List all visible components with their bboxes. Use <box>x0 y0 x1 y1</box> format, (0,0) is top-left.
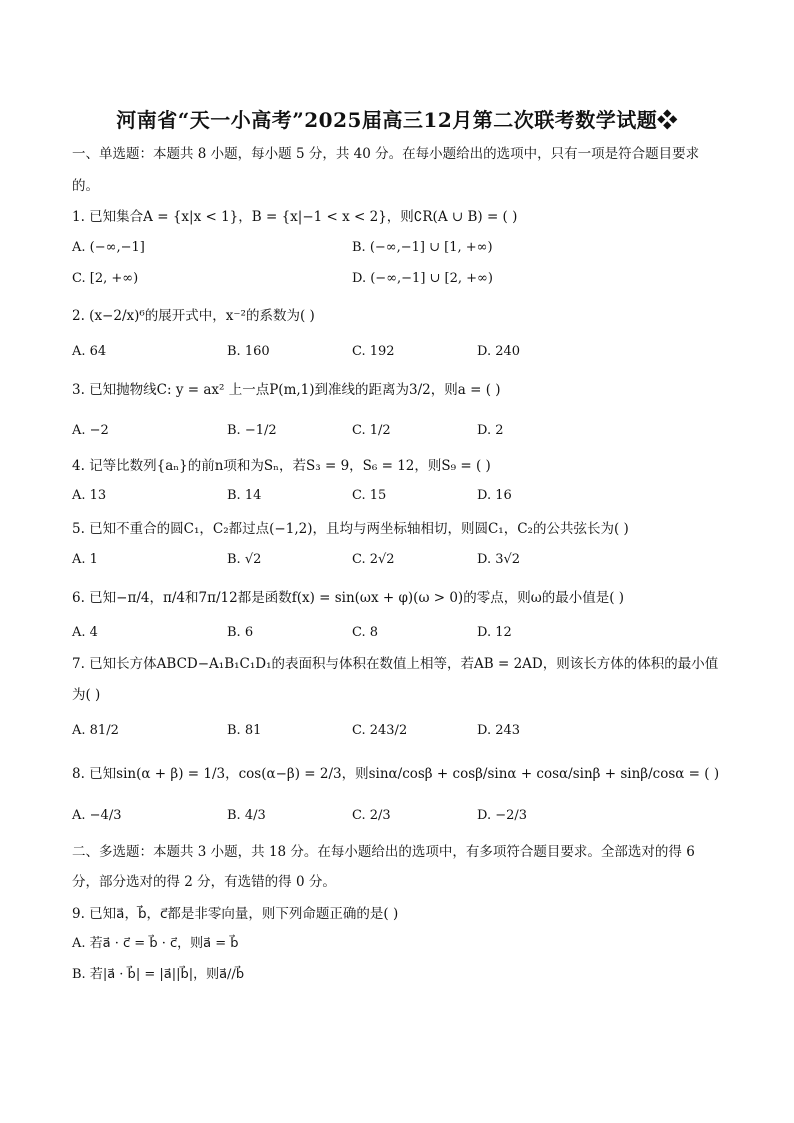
question-7-option-d: D. 243 <box>477 723 521 738</box>
section1-heading: 一、单选题：本题共 8 小题，每小题 5 分，共 40 分。在每小题给出的选项中，只有一项是符合题目要求 <box>72 146 700 162</box>
question-4-option-b: B. 14 <box>227 488 262 503</box>
question-2-option-d: D. 240 <box>477 344 521 359</box>
question-7-option-a: A. 81/2 <box>72 723 119 738</box>
question-8-option-c: C. 2/3 <box>352 808 391 823</box>
question-7-stem-cont: 为( ) <box>72 687 101 703</box>
question-5-option-b: B. √2 <box>227 552 262 567</box>
question-3-option-b: B. −1/2 <box>227 423 277 438</box>
question-6-option-c: C. 8 <box>352 625 379 640</box>
question-5-stem: 5. 已知不重合的圆C₁，C₂都过点(−1,2)，且均与两坐标轴相切，则圆C₁，C₂的公共弦长为( ) <box>72 521 629 537</box>
section1-heading-cont: 的。 <box>72 178 99 194</box>
section2-heading: 二、多选题：本题共 3 小题，共 18 分。在每小题给出的选项中，有多项符合题目要求。全部选对的得 6 <box>72 844 695 860</box>
question-5-option-a: A. 1 <box>72 552 98 567</box>
question-8-stem: 8. 已知sin(α + β) = 1/3，cos(α−β) = 2/3，则sinα/cosβ + cosβ/sinα + cosα/sinβ + sinβ/cosα = ( ) <box>72 766 720 782</box>
question-1-option-b: B. (−∞,−1] ∪ [1, +∞) <box>352 240 493 255</box>
question-6-option-b: B. 6 <box>227 625 254 640</box>
question-3-option-a: A. −2 <box>72 423 109 438</box>
question-1-option-d: D. (−∞,−1] ∪ [2, +∞) <box>352 271 493 286</box>
question-5-option-d: D. 3√2 <box>477 552 521 567</box>
question-3-option-c: C. 1/2 <box>352 423 391 438</box>
question-2-option-a: A. 64 <box>72 344 107 359</box>
question-2-option-c: C. 192 <box>352 344 395 359</box>
question-1-stem: 1. 已知集合A = {x|x < 1}，B = {x|−1 < x < 2}，则∁R(A ∪ B) = ( ) <box>72 209 518 225</box>
question-7-option-b: B. 81 <box>227 723 262 738</box>
question-4-stem: 4. 记等比数列{aₙ}的前n项和为Sₙ，若S₃ = 9，S₆ = 12，则S₉ = ( ) <box>72 458 491 474</box>
page-title: 河南省“天一小高考”2025届高三12月第二次联考数学试题❖ <box>116 108 678 132</box>
question-9-stem: 9. 已知a⃗，b⃗，c⃗都是非零向量，则下列命题正确的是( ) <box>72 906 399 922</box>
question-2-option-b: B. 160 <box>227 344 270 359</box>
question-7-stem: 7. 已知长方体ABCD−A₁B₁C₁D₁的表面积与体积在数值上相等，若AB = 2AD，则该长方体的体积的最小值 <box>72 656 719 672</box>
question-6-stem: 6. 已知−π/4，π/4和7π/12都是函数f(x) = sin(ωx + φ)(ω > 0)的零点，则ω的最小值是( ) <box>72 590 625 606</box>
question-4-option-a: A. 13 <box>72 488 107 503</box>
question-1-option-a: A. (−∞,−1] <box>72 240 145 255</box>
question-8-option-a: A. −4/3 <box>72 808 122 823</box>
question-2-stem: 2. (x−2/x)⁶的展开式中，x⁻²的系数为( ) <box>72 308 315 324</box>
question-9-option-a: A. 若a⃗ · c⃗ = b⃗ · c⃗，则a⃗ = b⃗ <box>72 936 239 951</box>
question-6-option-a: A. 4 <box>72 625 98 640</box>
question-4-option-d: D. 16 <box>477 488 512 503</box>
question-4-option-c: C. 15 <box>352 488 387 503</box>
section2-heading-cont: 分，部分选对的得 2 分，有选错的得 0 分。 <box>72 874 336 890</box>
question-8-option-b: B. 4/3 <box>227 808 266 823</box>
question-8-option-d: D. −2/3 <box>477 808 528 823</box>
question-3-option-d: D. 2 <box>477 423 504 438</box>
question-5-option-c: C. 2√2 <box>352 552 395 567</box>
question-6-option-d: D. 12 <box>477 625 512 640</box>
question-7-option-c: C. 243/2 <box>352 723 408 738</box>
question-9-option-b: B. 若|a⃗ · b⃗| = |a⃗||b⃗|，则a⃗//b⃗ <box>72 967 245 982</box>
question-3-stem: 3. 已知抛物线C: y = ax² 上一点P(m,1)到准线的距离为3/2，则a = ( ) <box>72 382 501 398</box>
question-1-option-c: C. [2, +∞) <box>72 271 139 286</box>
